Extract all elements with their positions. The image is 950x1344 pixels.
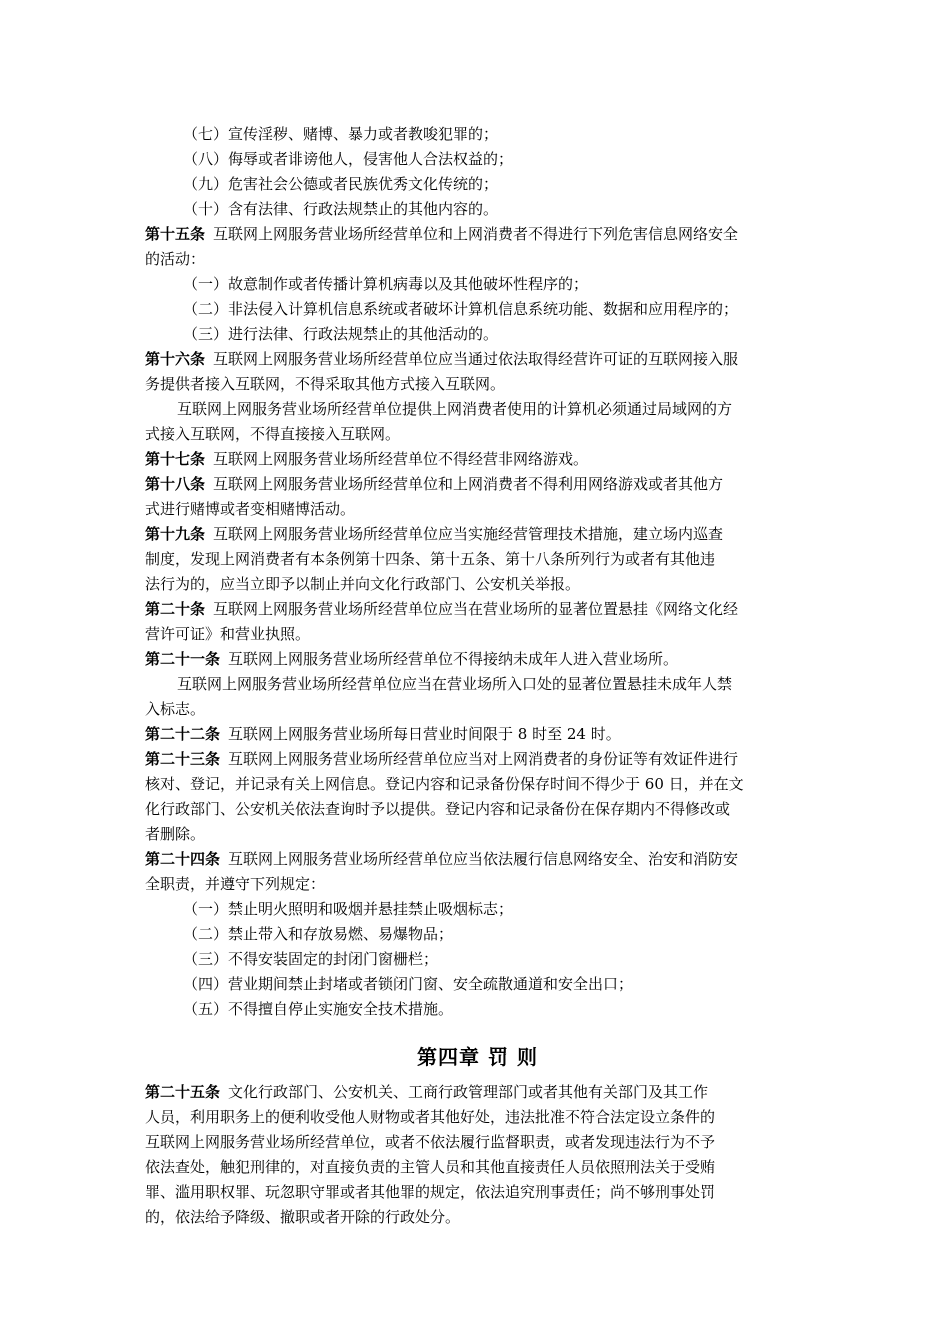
article-text: 营许可证》和营业执照。	[145, 625, 311, 643]
paragraph-text: 互联网上网服务营业场所经营单位应当在营业场所入口处的显著位置悬挂未成年人禁	[177, 675, 733, 693]
article-label: 第二十二条	[145, 725, 221, 743]
article-22	[145, 722, 810, 747]
article-text: 互联网上网服务营业场所经营单位不得经营非网络游戏。	[213, 450, 589, 468]
article-text: 互联网上网服务营业场所经营单位应当通过依法取得经营许可证的互联网接入服	[213, 350, 739, 368]
article-text: 法行为的，应当立即予以制止并向文化行政部门、公安机关举报。	[145, 575, 581, 593]
list-item: （八）侮辱或者诽谤他人，侵害他人合法权益的；	[183, 150, 514, 168]
article-text: 互联网上网服务营业场所经营单位和上网消费者不得进行下列危害信息网络安全	[213, 225, 739, 243]
article-16	[145, 347, 810, 447]
article-label: 第十七条	[145, 450, 206, 468]
list-item: （十）含有法律、行政法规禁止的其他内容的。	[183, 200, 499, 218]
list-item: （一）禁止明火照明和吸烟并悬挂禁止吸烟标志；	[183, 900, 514, 918]
article-15	[145, 222, 810, 347]
list-item: （一）故意制作或者传播计算机病毒以及其他破坏性程序的；	[183, 275, 589, 293]
list-item: （三）不得安装固定的封闭门窗栅栏；	[183, 950, 439, 968]
article-text: 互联网上网服务营业场所经营单位应当在营业场所的显著位置悬挂《网络文化经	[213, 600, 739, 618]
article-text: 化行政部门、公安机关依法查询时予以提供。登记内容和记录备份在保存期内不得修改或	[145, 800, 731, 818]
article-text: 互联网上网服务营业场所经营单位，或者不依法履行监督职责，或者发现违法行为不予	[145, 1133, 716, 1151]
paragraph-text: 入标志。	[145, 700, 206, 718]
article-23	[145, 747, 810, 847]
list-item: （九）危害社会公德或者民族优秀文化传统的；	[183, 175, 499, 193]
article-label: 第十五条	[145, 225, 206, 243]
list-item: （五）不得擅自停止实施安全技术措施。	[183, 1000, 454, 1018]
article-label: 第二十三条	[145, 750, 221, 768]
list-item: （三）进行法律、行政法规禁止的其他活动的。	[183, 325, 499, 343]
article-label: 第十六条	[145, 350, 206, 368]
article-25	[145, 1080, 810, 1230]
article-text: 全职责，并遵守下列规定：	[145, 875, 326, 893]
article-text: 的活动：	[145, 250, 206, 268]
paragraph-text: 式接入互联网，不得直接接入互联网。	[145, 425, 401, 443]
article-21	[145, 647, 810, 722]
article-20	[145, 597, 810, 647]
article-text: 罪、滥用职权罪、玩忽职守罪或者其他罪的规定，依法追究刑事责任；尚不够刑事处罚	[145, 1183, 716, 1201]
article-text: 互联网上网服务营业场所经营单位和上网消费者不得利用网络游戏或者其他方	[213, 475, 724, 493]
article-text: 者删除。	[145, 825, 206, 843]
paragraph-text: 互联网上网服务营业场所经营单位提供上网消费者使用的计算机必须通过局域网的方	[177, 400, 733, 418]
article-24	[145, 847, 810, 1022]
article-label: 第二十条	[145, 600, 206, 618]
article-text: 互联网上网服务营业场所经营单位不得接纳未成年人进入营业场所。	[228, 650, 679, 668]
article-text: 互联网上网服务营业场所经营单位应当实施经营管理技术措施，建立场内巡查	[213, 525, 724, 543]
article-text: 的，依法给予降级、撤职或者开除的行政处分。	[145, 1208, 461, 1226]
document-page	[145, 122, 810, 1230]
list-item: （二）禁止带入和存放易燃、易爆物品；	[183, 925, 454, 943]
article-label: 第二十四条	[145, 850, 221, 868]
article-19	[145, 522, 810, 597]
article-text: 式进行赌博或者变相赌博活动。	[145, 500, 356, 518]
article-text: 务提供者接入互联网，不得采取其他方式接入互联网。	[145, 375, 506, 393]
article-label: 第十九条	[145, 525, 206, 543]
article-text: 核对、登记，并记录有关上网信息。登记内容和记录备份保存时间不得少于 60 日，并在文	[145, 775, 744, 793]
list-item: （七）宣传淫秽、赌博、暴力或者教唆犯罪的；	[183, 125, 499, 143]
article-label: 第二十一条	[145, 650, 221, 668]
article-label: 第十八条	[145, 475, 206, 493]
article-text: 互联网上网服务营业场所经营单位应当依法履行信息网络安全、治安和消防安	[228, 850, 739, 868]
article-17	[145, 447, 810, 472]
list-item: （四）营业期间禁止封堵或者锁闭门窗、安全疏散通道和安全出口；	[183, 975, 634, 993]
article-text: 人员，利用职务上的便利收受他人财物或者其他好处，违法批准不符合法定设立条件的	[145, 1108, 716, 1126]
article-label: 第二十五条	[145, 1083, 221, 1101]
article-text: 互联网上网服务营业场所经营单位应当对上网消费者的身份证等有效证件进行	[228, 750, 739, 768]
article-text: 文化行政部门、公安机关、工商行政管理部门或者其他有关部门及其工作	[228, 1083, 709, 1101]
article-text: 互联网上网服务营业场所每日营业时间限于 8 时至 24 时。	[228, 725, 621, 743]
list-item: （二）非法侵入计算机信息系统或者破坏计算机信息系统功能、数据和应用程序的；	[183, 300, 739, 318]
article-18	[145, 472, 810, 522]
article-text: 依法查处，触犯刑律的，对直接负责的主管人员和其他直接责任人员依照刑法关于受贿	[145, 1158, 716, 1176]
article-text: 制度，发现上网消费者有本条例第十四条、第十五条、第十八条所列行为或者有其他违	[145, 550, 716, 568]
chapter-heading: 第四章 罚 则	[417, 1045, 538, 1069]
